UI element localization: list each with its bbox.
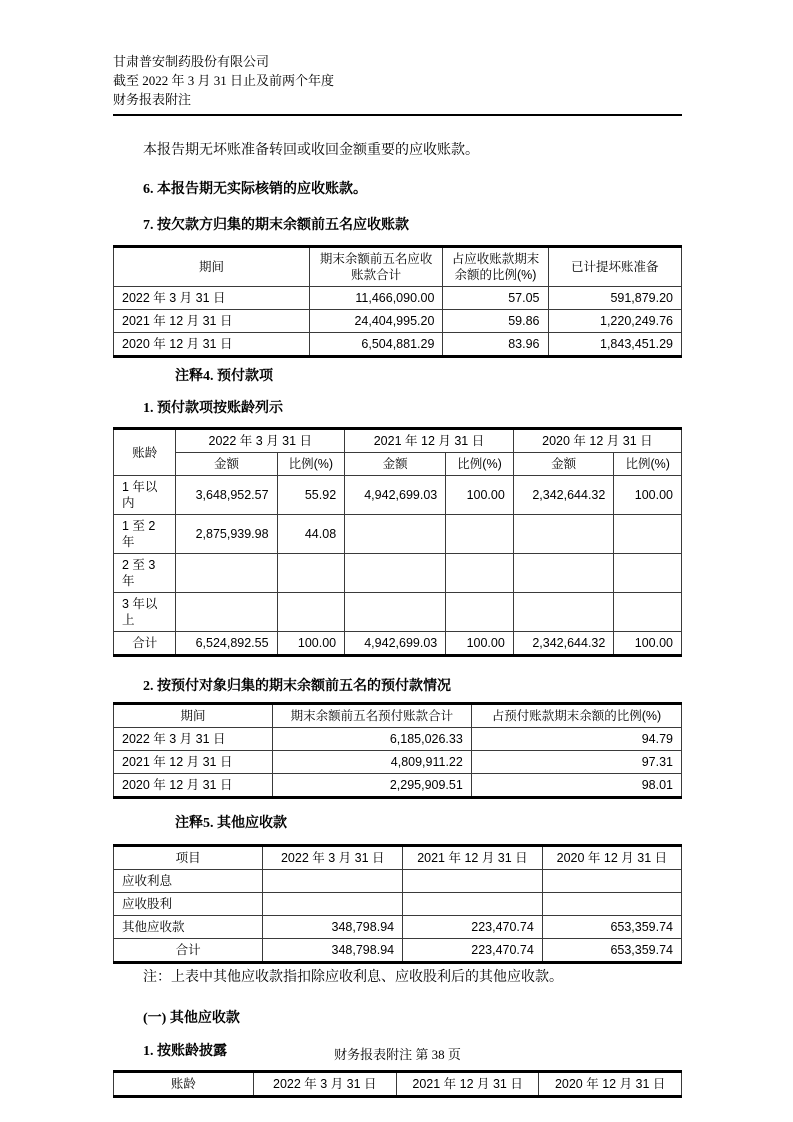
table-row	[114, 554, 682, 593]
page-header	[113, 52, 682, 116]
ratio-cell	[614, 515, 682, 554]
column-header: 2021 年 12 月 31 日	[345, 429, 514, 453]
report-period: 截至 2022 年 3 月 31 日止及前两个年度	[113, 73, 335, 88]
period-cell: 2020 年 12 月 31 日	[114, 333, 310, 357]
ratio-cell: 59.86	[443, 310, 548, 333]
amount-cell: 223,470.74	[403, 939, 543, 963]
amount-cell: 24,404,995.20	[309, 310, 442, 333]
item-label: 应收利息	[114, 870, 263, 893]
heading-note4: 注释4. 预付款项	[175, 369, 273, 384]
ratio-cell	[277, 593, 345, 632]
column-header: 比例(%)	[446, 453, 514, 476]
table-row	[114, 916, 682, 939]
column-header: 金额	[345, 453, 446, 476]
heading-note4-sub1: 1. 预付款项按账龄列示	[143, 401, 283, 416]
table-row	[114, 476, 682, 515]
heading-note4-sub2: 2. 按预付对象归集的期末余额前五名的预付款情况	[143, 679, 451, 694]
column-header: 2020 年 12 月 31 日	[513, 429, 681, 453]
ratio-cell: 94.79	[471, 728, 681, 751]
item-label: 其他应收款	[114, 916, 263, 939]
table-header-row	[114, 846, 682, 870]
ratio-cell: 44.08	[277, 515, 345, 554]
ratio-cell: 100.00	[446, 476, 514, 515]
column-header: 金额	[513, 453, 614, 476]
table-footnote: 注：上表中其他应收款指扣除应收利息、应收股利后的其他应收款。	[143, 970, 563, 985]
amount-cell: 2,295,909.51	[273, 774, 472, 798]
table-total-row	[114, 632, 682, 656]
column-header: 2021 年 12 月 31 日	[403, 846, 543, 870]
column-header: 2020 年 12 月 31 日	[542, 846, 681, 870]
column-header: 期间	[114, 247, 310, 287]
period-cell: 2021 年 12 月 31 日	[114, 751, 273, 774]
other-receivables-aging-table	[113, 1070, 682, 1098]
table-row	[114, 515, 682, 554]
total-label: 合计	[114, 632, 176, 656]
table-row	[114, 751, 682, 774]
amount-cell: 223,470.74	[403, 916, 543, 939]
period-cell: 2022 年 3 月 31 日	[114, 728, 273, 751]
column-header: 2022 年 3 月 31 日	[253, 1072, 396, 1097]
top5-prepayments-table	[113, 702, 682, 799]
amount-cell	[345, 554, 446, 593]
amount-cell	[513, 593, 614, 632]
column-header: 占预付账款期末余额的比例(%)	[471, 704, 681, 728]
amount-cell: 348,798.94	[263, 916, 403, 939]
amount-cell: 653,359.74	[542, 939, 681, 963]
amount-cell: 2,875,939.98	[176, 515, 277, 554]
table-row	[114, 287, 682, 310]
table-header-row	[114, 704, 682, 728]
company-name: 甘肃普安制药股份有限公司	[113, 54, 270, 69]
amount-cell: 653,359.74	[542, 916, 681, 939]
amount-cell: 348,798.94	[263, 939, 403, 963]
ratio-cell: 100.00	[614, 476, 682, 515]
amount-cell	[513, 554, 614, 593]
table-row	[114, 893, 682, 916]
period-cell: 2022 年 3 月 31 日	[114, 287, 310, 310]
amount-cell: 6,185,026.33	[273, 728, 472, 751]
ratio-cell	[446, 515, 514, 554]
amount-cell: 2,342,644.32	[513, 476, 614, 515]
ratio-cell: 100.00	[614, 632, 682, 656]
amount-cell	[542, 893, 681, 916]
table-row	[114, 333, 682, 357]
table-total-row	[114, 939, 682, 963]
amount-cell: 6,504,881.29	[309, 333, 442, 357]
column-header: 账龄	[114, 1072, 254, 1097]
heading-note5: 注释5. 其他应收款	[175, 816, 287, 831]
column-header: 账龄	[114, 429, 176, 476]
column-header: 金额	[176, 453, 277, 476]
amount-cell: 4,942,699.03	[345, 476, 446, 515]
amount-cell	[542, 870, 681, 893]
amount-cell: 3,648,952.57	[176, 476, 277, 515]
column-header: 期末余额前五名应收账款合计	[309, 247, 442, 287]
paragraph-no-recovery: 本报告期无坏账准备转回或收回金额重要的应收账款。	[143, 143, 479, 158]
table-row	[114, 774, 682, 798]
column-header: 期末余额前五名预付账款合计	[273, 704, 472, 728]
period-cell: 2021 年 12 月 31 日	[114, 310, 310, 333]
amount-cell	[263, 893, 403, 916]
amount-cell	[176, 554, 277, 593]
period-cell: 2020 年 12 月 31 日	[114, 774, 273, 798]
table-header-row	[114, 247, 682, 287]
aging-label: 3 年以上	[114, 593, 176, 632]
bad-debt-cell: 591,879.20	[548, 287, 682, 310]
bad-debt-cell: 1,843,451.29	[548, 333, 682, 357]
table-header-row	[114, 429, 682, 453]
table-row	[114, 728, 682, 751]
heading-other-receivables: (一) 其他应收款	[143, 1011, 240, 1026]
table-header-row	[114, 1072, 682, 1097]
column-header: 比例(%)	[277, 453, 345, 476]
top5-receivables-table	[113, 245, 682, 358]
ratio-cell: 55.92	[277, 476, 345, 515]
aging-label: 1 至 2 年	[114, 515, 176, 554]
table-row	[114, 870, 682, 893]
page-footer: 财务报表附注 第 38 页	[334, 1047, 461, 1062]
column-header: 占应收账款期末余额的比例(%)	[443, 247, 548, 287]
amount-cell	[345, 593, 446, 632]
ratio-cell	[614, 593, 682, 632]
column-header: 项目	[114, 846, 263, 870]
amount-cell	[403, 893, 543, 916]
other-receivables-table	[113, 844, 682, 964]
amount-cell: 6,524,892.55	[176, 632, 277, 656]
column-header: 2021 年 12 月 31 日	[396, 1072, 539, 1097]
ratio-cell: 83.96	[443, 333, 548, 357]
heading-aging-disclosure: 1. 按账龄披露	[143, 1044, 227, 1059]
amount-cell	[176, 593, 277, 632]
column-header: 2022 年 3 月 31 日	[176, 429, 345, 453]
ratio-cell: 98.01	[471, 774, 681, 798]
ratio-cell	[446, 554, 514, 593]
total-label: 合计	[114, 939, 263, 963]
ratio-cell	[277, 554, 345, 593]
column-header: 已计提坏账准备	[548, 247, 682, 287]
amount-cell	[403, 870, 543, 893]
aging-label: 2 至 3 年	[114, 554, 176, 593]
amount-cell	[513, 515, 614, 554]
amount-cell: 4,942,699.03	[345, 632, 446, 656]
ratio-cell: 100.00	[446, 632, 514, 656]
aging-label: 1 年以内	[114, 476, 176, 515]
heading-item-7: 7. 按欠款方归集的期末余额前五名应收账款	[143, 218, 409, 233]
amount-cell: 4,809,911.22	[273, 751, 472, 774]
ratio-cell: 100.00	[277, 632, 345, 656]
heading-item-6: 6. 本报告期无实际核销的应收账款。	[143, 182, 367, 197]
table-row	[114, 593, 682, 632]
column-header: 比例(%)	[614, 453, 682, 476]
bad-debt-cell: 1,220,249.76	[548, 310, 682, 333]
table-row	[114, 310, 682, 333]
column-header: 2022 年 3 月 31 日	[263, 846, 403, 870]
column-header: 期间	[114, 704, 273, 728]
ratio-cell: 57.05	[443, 287, 548, 310]
amount-cell: 11,466,090.00	[309, 287, 442, 310]
amount-cell: 2,342,644.32	[513, 632, 614, 656]
ratio-cell	[446, 593, 514, 632]
document-title: 财务报表附注	[113, 92, 192, 107]
ratio-cell	[614, 554, 682, 593]
amount-cell	[345, 515, 446, 554]
amount-cell	[263, 870, 403, 893]
prepayments-aging-table	[113, 427, 682, 657]
item-label: 应收股利	[114, 893, 263, 916]
table-subheader-row	[114, 453, 682, 476]
column-header: 2020 年 12 月 31 日	[539, 1072, 682, 1097]
ratio-cell: 97.31	[471, 751, 681, 774]
